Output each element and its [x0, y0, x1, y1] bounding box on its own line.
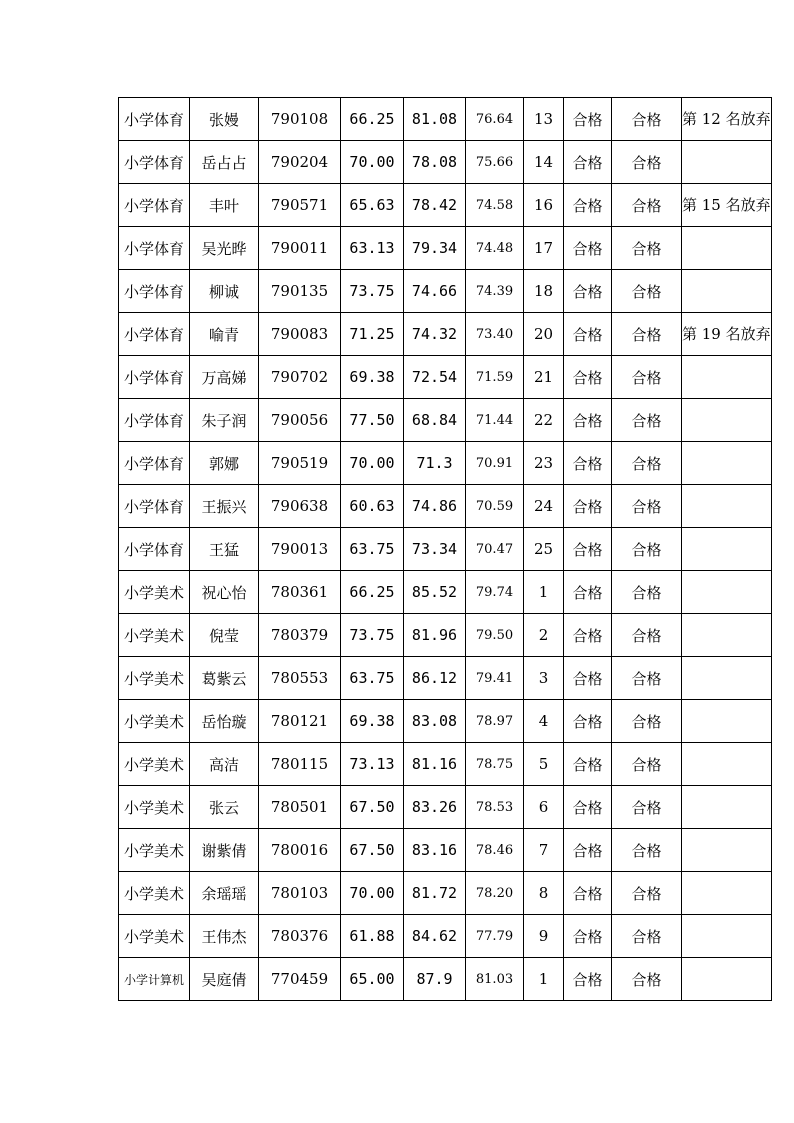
note-cell [682, 399, 772, 442]
subject-cell: 小学体育 [119, 528, 190, 571]
results-table [118, 97, 772, 1001]
table-row [119, 700, 772, 743]
rank-cell: 1 [524, 571, 564, 614]
note-cell [682, 743, 772, 786]
interview-score-cell: 74.32 [404, 313, 466, 356]
note-cell: 第 12 名放弃 [682, 98, 772, 141]
check2-cell: 合格 [612, 786, 682, 829]
rank-cell: 5 [524, 743, 564, 786]
id-cell: 790571 [259, 184, 341, 227]
interview-score-cell: 81.72 [404, 872, 466, 915]
check2-cell: 合格 [612, 614, 682, 657]
check1-cell: 合格 [564, 399, 612, 442]
written-score-cell: 66.25 [341, 98, 404, 141]
name-cell: 岳占占 [190, 141, 259, 184]
name-cell: 倪莹 [190, 614, 259, 657]
subject-cell: 小学美术 [119, 829, 190, 872]
note-cell [682, 442, 772, 485]
interview-score-cell: 83.26 [404, 786, 466, 829]
check2-cell: 合格 [612, 270, 682, 313]
name-cell: 王振兴 [190, 485, 259, 528]
id-cell: 790135 [259, 270, 341, 313]
note-cell: 第 15 名放弃 [682, 184, 772, 227]
table-row [119, 184, 772, 227]
check2-cell: 合格 [612, 915, 682, 958]
written-score-cell: 73.75 [341, 614, 404, 657]
name-cell: 余瑶瑶 [190, 872, 259, 915]
check2-cell: 合格 [612, 829, 682, 872]
name-cell: 喻青 [190, 313, 259, 356]
rank-cell: 14 [524, 141, 564, 184]
subject-cell: 小学美术 [119, 786, 190, 829]
table-row [119, 872, 772, 915]
check2-cell: 合格 [612, 141, 682, 184]
interview-score-cell: 79.34 [404, 227, 466, 270]
name-cell: 张云 [190, 786, 259, 829]
check1-cell: 合格 [564, 485, 612, 528]
check2-cell: 合格 [612, 700, 682, 743]
subject-cell: 小学体育 [119, 184, 190, 227]
id-cell: 790083 [259, 313, 341, 356]
id-cell: 780016 [259, 829, 341, 872]
id-cell: 790519 [259, 442, 341, 485]
interview-score-cell: 71.3 [404, 442, 466, 485]
id-cell: 790638 [259, 485, 341, 528]
written-score-cell: 65.00 [341, 958, 404, 1001]
check1-cell: 合格 [564, 958, 612, 1001]
table-row [119, 442, 772, 485]
name-cell: 郭娜 [190, 442, 259, 485]
written-score-cell: 69.38 [341, 356, 404, 399]
total-score-cell: 75.66 [466, 141, 524, 184]
check2-cell: 合格 [612, 743, 682, 786]
table-row [119, 528, 772, 571]
name-cell: 丰叶 [190, 184, 259, 227]
check1-cell: 合格 [564, 442, 612, 485]
id-cell: 780379 [259, 614, 341, 657]
interview-score-cell: 78.42 [404, 184, 466, 227]
id-cell: 790013 [259, 528, 341, 571]
interview-score-cell: 72.54 [404, 356, 466, 399]
total-score-cell: 74.39 [466, 270, 524, 313]
note-cell [682, 356, 772, 399]
name-cell: 吴光晔 [190, 227, 259, 270]
written-score-cell: 70.00 [341, 872, 404, 915]
total-score-cell: 77.79 [466, 915, 524, 958]
interview-score-cell: 87.9 [404, 958, 466, 1001]
written-score-cell: 69.38 [341, 700, 404, 743]
name-cell: 柳诚 [190, 270, 259, 313]
written-score-cell: 77.50 [341, 399, 404, 442]
total-score-cell: 70.59 [466, 485, 524, 528]
check2-cell: 合格 [612, 872, 682, 915]
subject-cell: 小学体育 [119, 270, 190, 313]
table-row [119, 141, 772, 184]
interview-score-cell: 81.16 [404, 743, 466, 786]
subject-cell: 小学体育 [119, 356, 190, 399]
note-cell [682, 141, 772, 184]
total-score-cell: 70.91 [466, 442, 524, 485]
id-cell: 780121 [259, 700, 341, 743]
table-row [119, 98, 772, 141]
table-row [119, 786, 772, 829]
interview-score-cell: 85.52 [404, 571, 466, 614]
check1-cell: 合格 [564, 227, 612, 270]
total-score-cell: 79.50 [466, 614, 524, 657]
rank-cell: 23 [524, 442, 564, 485]
name-cell: 岳怡璇 [190, 700, 259, 743]
interview-score-cell: 73.34 [404, 528, 466, 571]
note-cell [682, 657, 772, 700]
id-cell: 790204 [259, 141, 341, 184]
rank-cell: 21 [524, 356, 564, 399]
total-score-cell: 79.74 [466, 571, 524, 614]
subject-cell: 小学体育 [119, 141, 190, 184]
check2-cell: 合格 [612, 313, 682, 356]
total-score-cell: 81.03 [466, 958, 524, 1001]
note-cell [682, 829, 772, 872]
total-score-cell: 74.58 [466, 184, 524, 227]
interview-score-cell: 83.08 [404, 700, 466, 743]
rank-cell: 8 [524, 872, 564, 915]
rank-cell: 22 [524, 399, 564, 442]
subject-cell: 小学体育 [119, 485, 190, 528]
total-score-cell: 76.64 [466, 98, 524, 141]
interview-score-cell: 81.96 [404, 614, 466, 657]
written-score-cell: 73.13 [341, 743, 404, 786]
total-score-cell: 78.75 [466, 743, 524, 786]
table-row [119, 356, 772, 399]
check1-cell: 合格 [564, 786, 612, 829]
note-cell [682, 485, 772, 528]
subject-cell: 小学美术 [119, 571, 190, 614]
name-cell: 谢紫倩 [190, 829, 259, 872]
results-table-body [119, 98, 772, 1001]
id-cell: 790056 [259, 399, 341, 442]
subject-cell: 小学美术 [119, 915, 190, 958]
total-score-cell: 79.41 [466, 657, 524, 700]
id-cell: 780501 [259, 786, 341, 829]
subject-cell: 小学体育 [119, 442, 190, 485]
interview-score-cell: 84.62 [404, 915, 466, 958]
rank-cell: 25 [524, 528, 564, 571]
check1-cell: 合格 [564, 915, 612, 958]
interview-score-cell: 81.08 [404, 98, 466, 141]
check1-cell: 合格 [564, 614, 612, 657]
subject-cell: 小学美术 [119, 743, 190, 786]
subject-cell: 小学美术 [119, 614, 190, 657]
note-cell [682, 614, 772, 657]
written-score-cell: 60.63 [341, 485, 404, 528]
check1-cell: 合格 [564, 700, 612, 743]
name-cell: 祝心怡 [190, 571, 259, 614]
rank-cell: 2 [524, 614, 564, 657]
check2-cell: 合格 [612, 571, 682, 614]
check1-cell: 合格 [564, 571, 612, 614]
subject-cell: 小学美术 [119, 657, 190, 700]
name-cell: 王伟杰 [190, 915, 259, 958]
name-cell: 吴庭倩 [190, 958, 259, 1001]
table-row [119, 571, 772, 614]
rank-cell: 7 [524, 829, 564, 872]
written-score-cell: 63.75 [341, 528, 404, 571]
written-score-cell: 65.63 [341, 184, 404, 227]
rank-cell: 3 [524, 657, 564, 700]
rank-cell: 6 [524, 786, 564, 829]
name-cell: 高洁 [190, 743, 259, 786]
written-score-cell: 61.88 [341, 915, 404, 958]
id-cell: 780115 [259, 743, 341, 786]
total-score-cell: 74.48 [466, 227, 524, 270]
table-row [119, 657, 772, 700]
total-score-cell: 71.59 [466, 356, 524, 399]
written-score-cell: 63.13 [341, 227, 404, 270]
check2-cell: 合格 [612, 98, 682, 141]
id-cell: 780553 [259, 657, 341, 700]
interview-score-cell: 74.66 [404, 270, 466, 313]
table-row [119, 829, 772, 872]
note-cell [682, 270, 772, 313]
rank-cell: 16 [524, 184, 564, 227]
name-cell: 万高娣 [190, 356, 259, 399]
total-score-cell: 70.47 [466, 528, 524, 571]
subject-cell: 小学美术 [119, 872, 190, 915]
check2-cell: 合格 [612, 657, 682, 700]
note-cell [682, 571, 772, 614]
total-score-cell: 78.97 [466, 700, 524, 743]
total-score-cell: 78.53 [466, 786, 524, 829]
check2-cell: 合格 [612, 227, 682, 270]
check1-cell: 合格 [564, 829, 612, 872]
note-cell: 第 19 名放弃 [682, 313, 772, 356]
written-score-cell: 66.25 [341, 571, 404, 614]
name-cell: 葛紫云 [190, 657, 259, 700]
check2-cell: 合格 [612, 356, 682, 399]
interview-score-cell: 68.84 [404, 399, 466, 442]
id-cell: 780103 [259, 872, 341, 915]
table-row [119, 399, 772, 442]
check2-cell: 合格 [612, 442, 682, 485]
rank-cell: 1 [524, 958, 564, 1001]
subject-cell: 小学体育 [119, 98, 190, 141]
total-score-cell: 78.46 [466, 829, 524, 872]
id-cell: 790108 [259, 98, 341, 141]
table-row [119, 485, 772, 528]
note-cell [682, 528, 772, 571]
check1-cell: 合格 [564, 872, 612, 915]
check1-cell: 合格 [564, 356, 612, 399]
total-score-cell: 78.20 [466, 872, 524, 915]
interview-score-cell: 86.12 [404, 657, 466, 700]
written-score-cell: 63.75 [341, 657, 404, 700]
interview-score-cell: 74.86 [404, 485, 466, 528]
name-cell: 朱子润 [190, 399, 259, 442]
rank-cell: 9 [524, 915, 564, 958]
table-row [119, 743, 772, 786]
written-score-cell: 70.00 [341, 442, 404, 485]
table-row [119, 958, 772, 1001]
subject-cell: 小学体育 [119, 399, 190, 442]
written-score-cell: 67.50 [341, 829, 404, 872]
rank-cell: 20 [524, 313, 564, 356]
note-cell [682, 227, 772, 270]
total-score-cell: 73.40 [466, 313, 524, 356]
check1-cell: 合格 [564, 657, 612, 700]
id-cell: 790011 [259, 227, 341, 270]
subject-cell: 小学计算机 [119, 958, 190, 1001]
table-row [119, 270, 772, 313]
check2-cell: 合格 [612, 399, 682, 442]
subject-cell: 小学体育 [119, 227, 190, 270]
check1-cell: 合格 [564, 184, 612, 227]
note-cell [682, 915, 772, 958]
note-cell [682, 700, 772, 743]
written-score-cell: 73.75 [341, 270, 404, 313]
table-row [119, 227, 772, 270]
id-cell: 790702 [259, 356, 341, 399]
written-score-cell: 70.00 [341, 141, 404, 184]
check1-cell: 合格 [564, 98, 612, 141]
check1-cell: 合格 [564, 270, 612, 313]
id-cell: 780376 [259, 915, 341, 958]
check1-cell: 合格 [564, 743, 612, 786]
check1-cell: 合格 [564, 313, 612, 356]
subject-cell: 小学美术 [119, 700, 190, 743]
check2-cell: 合格 [612, 184, 682, 227]
check1-cell: 合格 [564, 141, 612, 184]
table-row [119, 614, 772, 657]
rank-cell: 4 [524, 700, 564, 743]
written-score-cell: 71.25 [341, 313, 404, 356]
name-cell: 王猛 [190, 528, 259, 571]
check1-cell: 合格 [564, 528, 612, 571]
note-cell [682, 958, 772, 1001]
total-score-cell: 71.44 [466, 399, 524, 442]
rank-cell: 24 [524, 485, 564, 528]
name-cell: 张嫚 [190, 98, 259, 141]
rank-cell: 17 [524, 227, 564, 270]
id-cell: 770459 [259, 958, 341, 1001]
subject-cell: 小学体育 [119, 313, 190, 356]
note-cell [682, 786, 772, 829]
written-score-cell: 67.50 [341, 786, 404, 829]
table-row [119, 915, 772, 958]
rank-cell: 18 [524, 270, 564, 313]
interview-score-cell: 83.16 [404, 829, 466, 872]
table-row [119, 313, 772, 356]
id-cell: 780361 [259, 571, 341, 614]
check2-cell: 合格 [612, 958, 682, 1001]
check2-cell: 合格 [612, 485, 682, 528]
note-cell [682, 872, 772, 915]
check2-cell: 合格 [612, 528, 682, 571]
interview-score-cell: 78.08 [404, 141, 466, 184]
rank-cell: 13 [524, 98, 564, 141]
